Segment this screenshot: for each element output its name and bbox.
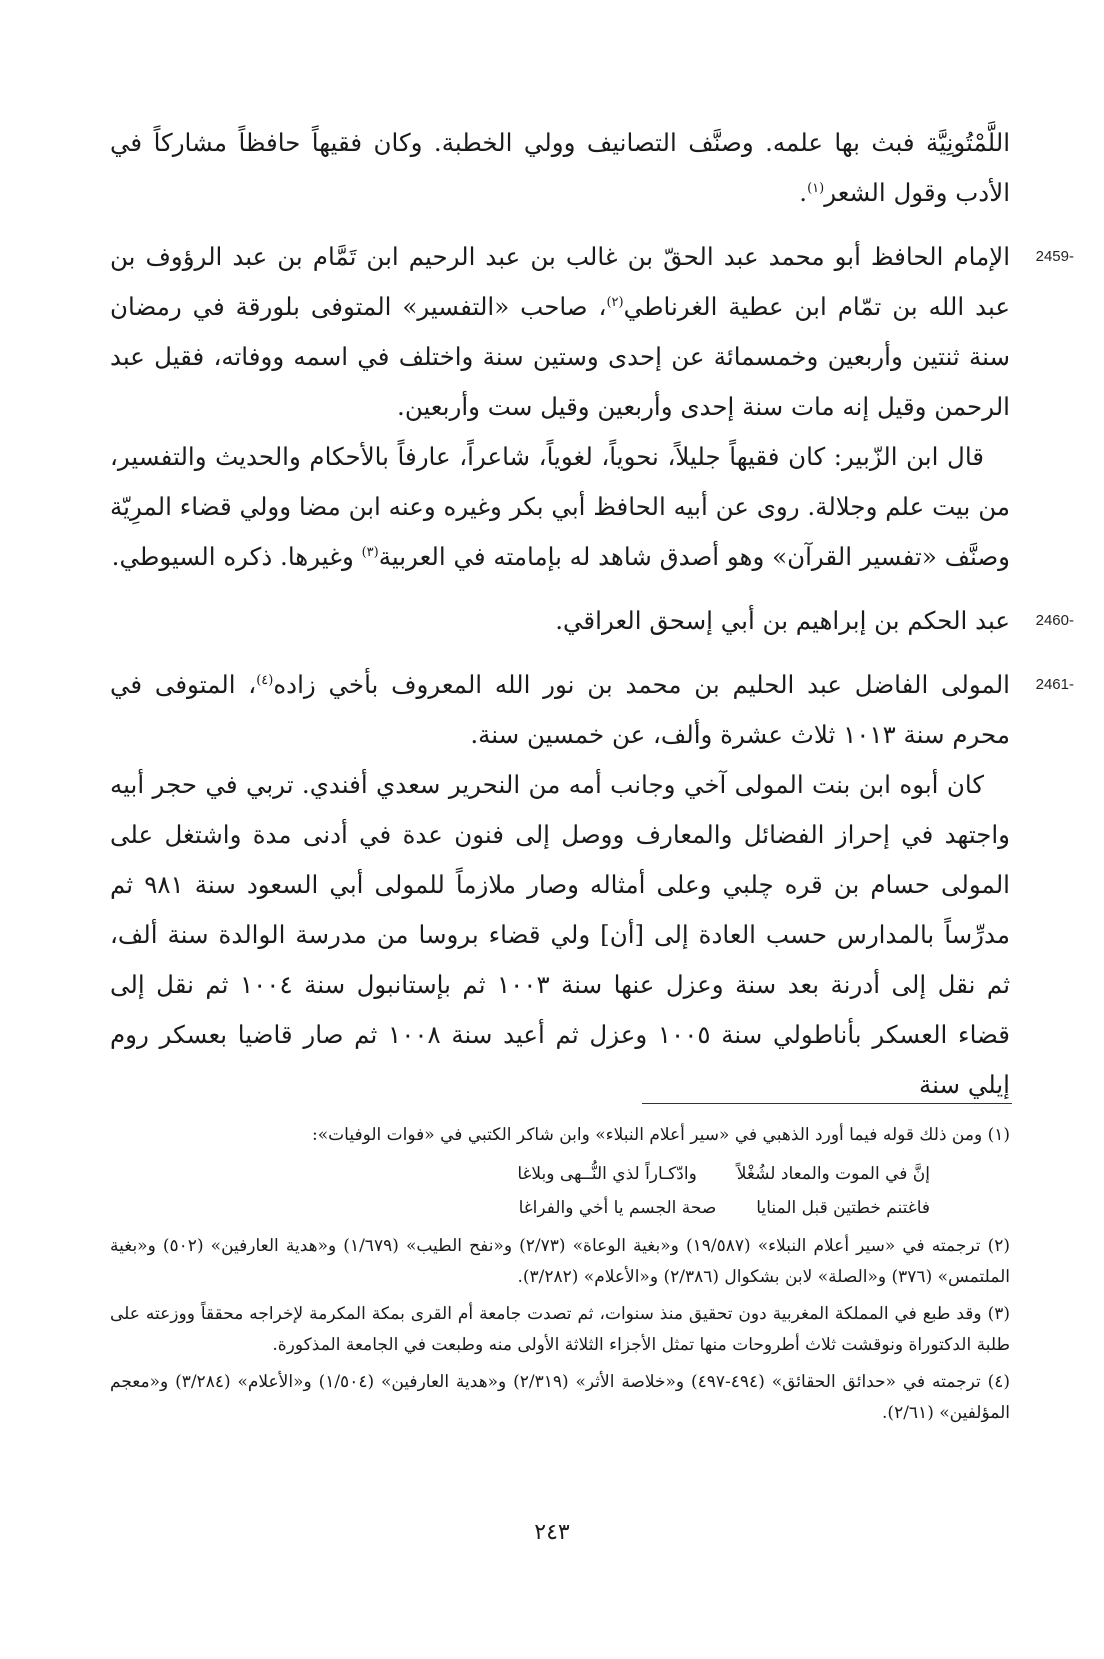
entry-text: وغيرها. ذكره السيوطي. (111, 542, 362, 571)
entry-2461 (110, 660, 1074, 1110)
entry-text: الإمام الحافظ أبو محمد عبد الحقّ بن غالب بن عبد الرحيم ابن تَمَّام بن عبد الرؤوف بن عبد الله بن تمّام ابن عطية الغرناطي (110, 242, 1010, 321)
verse-line (110, 1157, 1010, 1191)
footnote-3: (٣) وقد طبع في المملكة المغربية دون تحقيق منذ سنوات، ثم تصدت جامعة أم القرى بمكة المكرمة لإخراجه محققاً ووزعته على طلبة الدكتوراة ونوقشت ثلاث أطروحات منها تمثل الأجزاء الثلاثة الأولى منه وطبعت في الجامعة المذكورة. (110, 1304, 1010, 1355)
entry-paragraph: عبد الحكم بن إبراهيم بن أبي إسحق العراقي. (555, 606, 1010, 635)
footnote-1: (١) ومن ذلك قوله فيما أورد الذهبي في «سير أعلام النبلاء» وابن شاكر الكتبي في «فوات الوفيات»: (312, 1125, 1010, 1145)
intro-paragraph (110, 118, 1010, 218)
footnote-ref-1[interactable]: (١) (807, 180, 825, 196)
entry-text: قال ابن الزّبير: كان فقيهاً جليلاً، نحوياً، لغوياً، شاعراً، عارفاً بالأحكام والحديث والتفسير، من بيت علم وجلالة. روى عن أبيه الحافظ أبي بكر وغيره وعنه ابن مضا وولي قضاء المرِيّة وصنَّف «تفسير القرآن» وهو أصدق شاهد له بإمامته في العربية (110, 442, 1010, 571)
entry-paragraph (110, 432, 1010, 582)
entry-text: المولى الفاضل عبد الحليم بن محمد بن نور الله المعروف بأخي زاده (273, 670, 1010, 699)
footnote-ref-3[interactable]: (٣) (361, 544, 379, 560)
entry-number: 2461- (1035, 676, 1074, 693)
footnotes (110, 1120, 1010, 1435)
entry-paragraph (110, 660, 1010, 760)
entry-text: ، صاحب «التفسير» المتوفى بلورقة في رمضان سنة ثنتين وأربعين وخمسمائة عن إحدى وستين سنة واختلف في اسمه ووفاته، فقيل عبد الرحمن وقيل إنه مات سنة إحدى وأربعين وقيل ست وأربعين. (110, 292, 1010, 421)
footnote-ref-4[interactable]: (٤) (256, 672, 274, 688)
footnote-separator (642, 1103, 1012, 1104)
footnote-2: (٢) ترجمته في «سير أعلام النبلاء» (١٩/٥٨٧) و«بغية الوعاة» (٢/٧٣) و«نفح الطيب» (١/٦٧٩) و«هدية العارفين» (٥٠٢) و«بغية الملتمس» (٣٧٦) و«الصلة» لابن بشكوال (٢/٣٨٦) و«الأعلام» (٣/٢٨٢). (110, 1236, 1010, 1287)
verse-line (110, 1191, 1010, 1225)
intro-tail: . (799, 178, 808, 207)
main-text (110, 118, 1074, 1110)
verse-hemistich: صحة الجسم يا أخي والفراغا (518, 1198, 717, 1218)
page-number: ٢٤٣ (534, 1520, 570, 1545)
entry-paragraph (110, 232, 1010, 432)
footnote-4: (٤) ترجمته في «حدائق الحقائق» (٤٩٤-٤٩٧) و«خلاصة الأثر» (٢/٣١٩) و«هدية العارفين» (١/٥٠٤) و«الأعلام» (٣/٢٨٤) و«معجم المؤلفين» (٢/٦١). (110, 1372, 1010, 1423)
verse-hemistich: وادّكـاراً لذي النُّــهى وبلاغا (517, 1164, 697, 1184)
verse-hemistich: إنَّ في الموت والمعاد لشُغْلاً (736, 1164, 930, 1184)
entry-2459 (110, 232, 1074, 582)
verse-hemistich: فاغتنم خطتين قبل المنايا (756, 1198, 930, 1218)
entry-text: ، المتوفى في محرم سنة ١٠١٣ ثلاث عشرة وألف، عن خمسين سنة. (110, 670, 1010, 749)
entry-number: 2460- (1035, 612, 1074, 629)
entry-number: 2459- (1035, 248, 1074, 265)
footnote-ref-2[interactable]: (٢) (606, 294, 624, 310)
entry-2460 (110, 596, 1074, 646)
entry-paragraph: كان أبوه ابن بنت المولى آخي وجانب أمه من النحرير سعدي أفندي. تربي في حجر أبيه واجتهد في إحراز الفضائل والمعارف ووصل إلى فنون عدة في أدنى مدة واشتغل على المولى حسام بن قره چلبي وعلى أمثاله وصار ملازماً للمولى أبي السعود سنة ٩٨١ ثم مدرِّساً بالمدارس حسب العادة إلى [أن] ولي قضاء بروسا من مدرسة الوالدة سنة ألف، ثم نقل إلى أدرنة بعد سنة وعزل عنها سنة ١٠٠٣ ثم بإستانبول سنة ١٠٠٤ ثم نقل إلى قضاء العسكر بأناطولي سنة ١٠٠٥ وعزل ثم أعيد سنة ١٠٠٨ ثم صار قاضيا بعسكر روم إيلي سنة (110, 770, 1011, 1099)
intro-text: اللَّمْتُونِيَّة فبث بها علمه. وصنَّف التصانيف وولي الخطبة. وكان فقيهاً حافظاً مشاركاً في الأدب وقول الشعر (110, 128, 1010, 207)
